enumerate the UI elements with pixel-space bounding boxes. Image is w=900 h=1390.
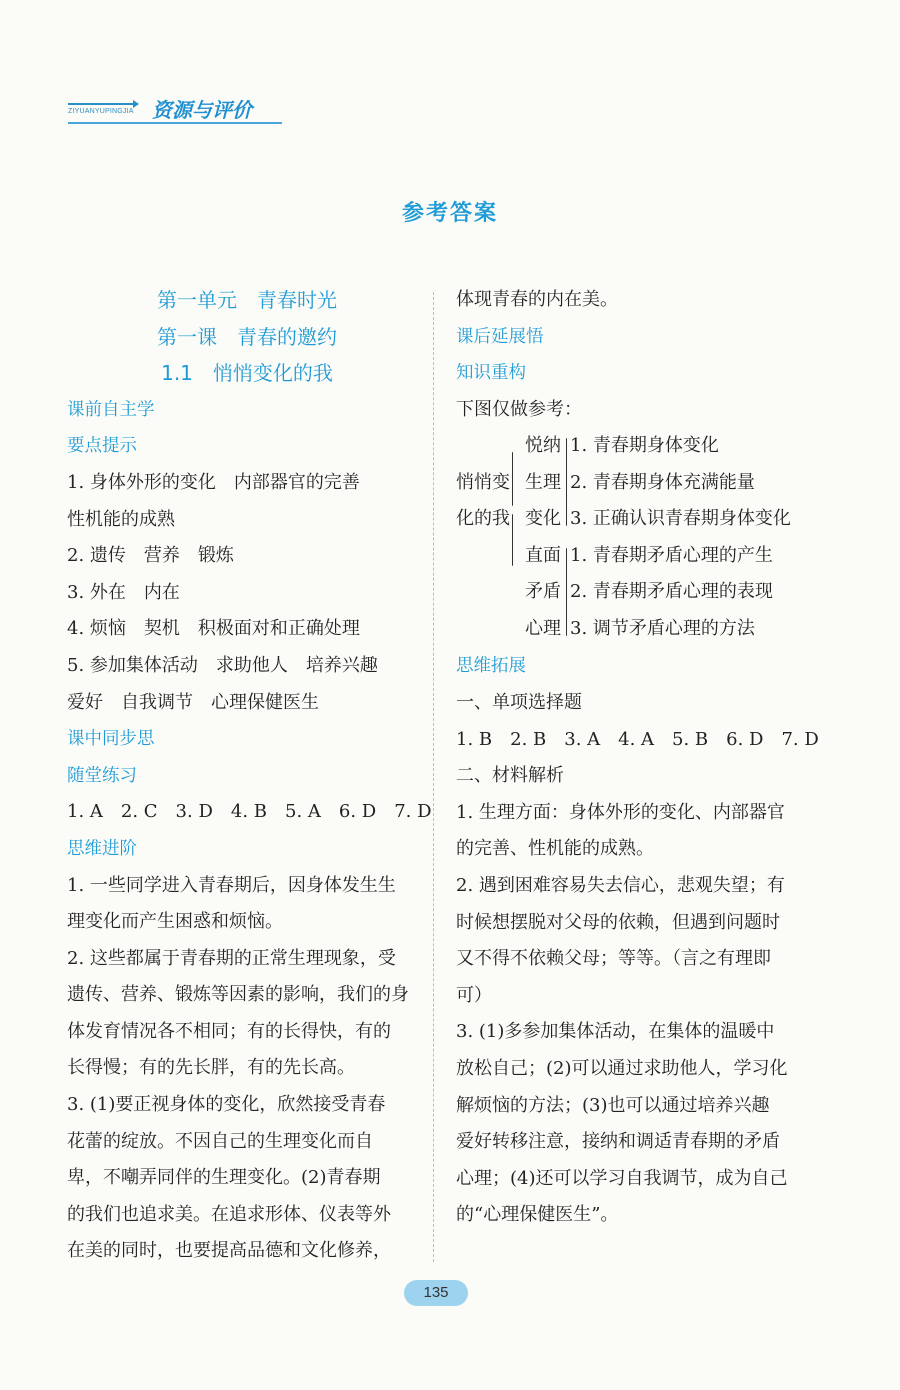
text-line: 2. 遇到困难容易失去信心，悲观失望；有 [456, 874, 785, 896]
text-line: 3. (1)多参加集体活动，在集体的温暖中 [456, 1021, 775, 1043]
text-line: 一、单项选择题 [456, 691, 582, 713]
text-line: 又不得不依赖父母；等等。（言之有理即 [456, 948, 771, 970]
mindmap-item-3: 3. 正确认识青春期身体变化 [570, 508, 791, 530]
text-line: 爱好 自我调节 心理保健医生 [67, 691, 319, 713]
page-title: 参考答案 [401, 201, 498, 226]
text-line: 1. 一些同学进入青春期后，因身体发生生 [67, 874, 396, 896]
running-header [66, 92, 284, 128]
text-line: 1. 生理方面：身体外形的变化、内部器官 [456, 801, 785, 823]
mindmap-item-6: 3. 调节矛盾心理的方法 [570, 618, 755, 640]
text-line: 下图仅做参考： [456, 398, 582, 420]
text-line: 可） [456, 984, 492, 1006]
mindmap-item-1: 1. 青春期身体变化 [570, 435, 719, 457]
header-pinyin: ZIYUANYUPINGJIA [68, 108, 134, 115]
mindmap-branch1-line2: 生理 [525, 472, 561, 494]
column-divider [433, 292, 434, 1262]
text-line: 3. 外在 内在 [67, 581, 180, 603]
right-column [456, 282, 819, 1234]
mindmap-root-line2: 化的我 [456, 508, 510, 530]
text-line: 的“心理保健医生”。 [456, 1204, 619, 1226]
section-heading: 课前自主学 [67, 399, 155, 420]
text-line: 4. 烦恼 契机 积极面对和正确处理 [67, 618, 360, 640]
section-heading: 知识重构 [456, 363, 526, 384]
text-line: 体现青春的内在美。 [456, 289, 618, 310]
text-line: 的我们也追求美。在追求形体、仪表等外 [67, 1203, 391, 1225]
chapter-heading: 1.1 悄悄变化的我 [161, 361, 333, 386]
text-line: 遗传、营养、锻炼等因素的影响，我们的身 [67, 984, 409, 1006]
mindmap-brace-root-bottom [512, 514, 513, 566]
mindmap-root-line1: 悄悄变 [456, 472, 510, 494]
text-line: 2. 遗传 营养 锻炼 [67, 545, 234, 567]
text-line: 理变化而产生困惑和烦恼。 [67, 911, 283, 933]
mindmap-branch2-line2: 矛盾 [525, 581, 561, 603]
text-line: 3. (1)要正视身体的变化，欣然接受青春 [67, 1094, 386, 1116]
text-line: 卑，不嘲弄同伴的生理变化。(2)青春期 [67, 1167, 381, 1189]
chapter-heading: 第一课 青春的邀约 [157, 324, 337, 349]
mindmap-brace-branch2 [566, 548, 567, 636]
text-line: 1. A 2. C 3. D 4. B 5. A 6. D 7. D [67, 801, 432, 823]
text-line: 时候想摆脱对父母的依赖，但遇到问题时 [456, 911, 780, 933]
text-line: 1. 身体外形的变化 内部器官的完善 [67, 471, 360, 493]
mindmap-branch2-line3: 心理 [525, 618, 561, 640]
page-number: 135 [404, 1280, 468, 1306]
section-heading: 要点提示 [67, 436, 137, 457]
section-heading: 思维拓展 [456, 656, 526, 677]
header-underline [68, 122, 282, 124]
mindmap-branch1-line3: 变化 [525, 508, 561, 530]
mindmap-item-4: 1. 青春期矛盾心理的产生 [570, 545, 773, 567]
text-line: 二、材料解析 [456, 765, 564, 787]
text-line: 爱好转移注意，接纳和调适青春期的矛盾 [456, 1131, 780, 1153]
text-line: 体发育情况各不相同；有的长得快，有的 [67, 1020, 391, 1042]
mindmap-branch2-line1: 直面 [525, 545, 561, 567]
text-line: 在美的同时，也要提高品德和文化修养， [67, 1240, 391, 1262]
left-column [67, 282, 432, 1270]
text-line: 5. 参加集体活动 求助他人 培养兴趣 [67, 654, 378, 676]
mindmap-brace-branch1 [566, 438, 567, 526]
mind-map [456, 428, 816, 648]
section-heading: 课中同步思 [67, 729, 155, 750]
text-line: 花蕾的绽放。不因自己的生理变化而自 [67, 1130, 373, 1152]
mindmap-item-2: 2. 青春期身体充满能量 [570, 472, 755, 494]
mindmap-brace-root-top [512, 452, 513, 506]
text-line: 性机能的成熟 [67, 508, 175, 530]
text-line: 长得慢；有的先长胖，有的先长高。 [67, 1057, 355, 1079]
section-heading: 随堂练习 [67, 765, 137, 786]
text-line: 放松自己；(2)可以通过求助他人，学习化 [456, 1057, 788, 1079]
mindmap-item-5: 2. 青春期矛盾心理的表现 [570, 581, 773, 603]
text-line: 解烦恼的方法；(3)也可以通过培养兴趣 [456, 1094, 770, 1116]
header-arrow-icon [68, 103, 136, 105]
text-line: 心理；(4)还可以学习自我调节，成为自己 [456, 1167, 788, 1189]
section-heading: 课后延展悟 [456, 326, 544, 347]
chapter-heading: 第一单元 青春时光 [157, 288, 337, 312]
text-line: 1. B 2. B 3. A 4. A 5. B 6. D 7. D [456, 728, 819, 750]
header-title: 资源与评价 [152, 98, 252, 122]
text-line: 的完善、性机能的成熟。 [456, 838, 654, 860]
mindmap-branch1-line1: 悦纳 [525, 435, 561, 457]
section-heading: 思维进阶 [67, 838, 137, 859]
text-line: 2. 这些都属于青春期的正常生理现象，受 [67, 947, 396, 969]
